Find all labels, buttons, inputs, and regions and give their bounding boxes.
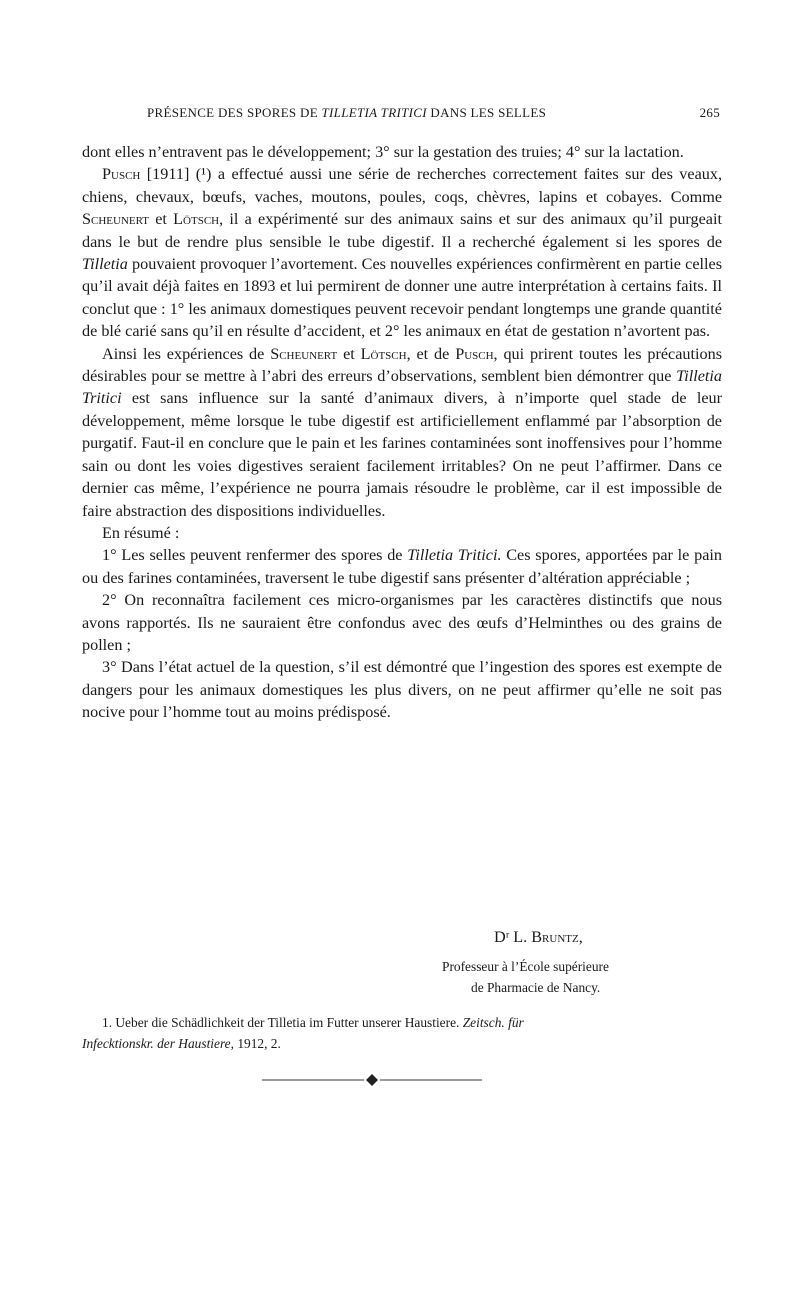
running-header bbox=[82, 105, 722, 125]
paragraph-3-text-c: , et de bbox=[406, 344, 456, 363]
footnote-text-a: 1. Ueber die Schädlichkeit der Tilletia im Futter unserer Haustiere. bbox=[102, 1015, 463, 1030]
paragraph-2-text-a: [1911] (¹) a effectué aussi une série de recherches correctement faites sur des veaux, chiens, chevaux, bœufs, vaches, moutons, poules, coqs, chèvres, lapins et cobayes. Comme bbox=[82, 165, 722, 206]
species-name: Tilletia Tritici bbox=[82, 367, 722, 408]
author-scheunert: Scheunert bbox=[270, 344, 338, 363]
footnote bbox=[82, 1012, 722, 1054]
running-title bbox=[147, 105, 546, 121]
page-number: 265 bbox=[699, 105, 720, 120]
paragraph-2-text-b: et bbox=[149, 210, 174, 229]
paragraph-3 bbox=[82, 343, 722, 522]
paragraph-2-text-d: pouvaient provoquer l’avortement. Ces nouvelles expériences confirmèrent en partie celles qu’il avait déjà faites en 1893 et lui permirent de donner une autre interprétation à certains faits. Il conclut que : 1° les animaux domestiques peuvent recevoir pendant longtemps une grande quantité de blé carié sans qu’il en résulte d’accident, et 2° les animaux en état de gestation n’avortent pas. bbox=[82, 255, 722, 341]
paragraph-6: 2° On reconnaîtra facilement ces micro-organismes par les caractères distinctifs que nous avons rapportés. Ils ne sauraient être confondus avec des œufs d’Helminthes ou des grains de pollen ; bbox=[82, 591, 722, 654]
footnote-line-2 bbox=[82, 1033, 722, 1054]
paragraph-3-text-b: et bbox=[337, 344, 361, 363]
author-signature bbox=[494, 928, 583, 947]
author-title-line-1: Professeur à l’École supérieure bbox=[442, 959, 609, 974]
paragraph-5 bbox=[82, 544, 722, 589]
paragraph-3-text-a: Ainsi les expériences de bbox=[102, 344, 271, 363]
author-title-line-2: de Pharmacie de Nancy. bbox=[471, 980, 601, 995]
signature-prefix: Dʳ L. bbox=[494, 928, 532, 946]
paragraph-3-text-d: , qui prirent toutes les précautions désirables pour se mettre à l’abri des erreurs d’observations, semblent bien démontrer que bbox=[82, 344, 723, 386]
paragraph-4: En résumé : bbox=[102, 523, 180, 542]
footnote-text-b: , 1912, 2. bbox=[230, 1036, 281, 1051]
paragraph-2-text-c: , il a expérimenté sur des animaux sains et sur des animaux qu’il purgeait dans le but de rendre plus sensible le tube digestif. Il a recherché également si les spores de bbox=[82, 210, 722, 251]
paragraph-3-text-e: est sans influence sur la santé d’animaux divers, à n’importe quel stade de leur développement, même lorsque le tube digestif est artificiellement enflammé par l’absorption de purgatif. Faut-il en conclure que le pain et les farines contaminées sont inoffensives pour l’homme sain ou dont les voies digestives seraient facilement irritables? On ne peut l’affirmer. Dans ce dernier cas même, l’expérience ne pourra jamais résoudre le problème, car il est impossible de faire abstraction des dispositions individuelles. bbox=[82, 389, 722, 520]
running-title-italic: TILLETIA TRITICI bbox=[321, 105, 427, 120]
paragraph-2 bbox=[82, 163, 722, 342]
signature-suffix: , bbox=[578, 928, 583, 946]
running-title-start: PRÉSENCE DES SPORES DE bbox=[147, 105, 322, 120]
footnote-journal-a: Zeitsch. für bbox=[462, 1015, 524, 1030]
author-lotsch: Lötsch bbox=[360, 344, 407, 363]
author-pusch: Pusch bbox=[455, 344, 494, 363]
paragraph-7: 3° Dans l’état actuel de la question, s’il est démontré que l’ingestion des spores est exempte de dangers pour les animaux domestiques les plus divers, on ne peut affirmer qu’elle ne soit pas nocive pour l’homme tout au moins prédisposé. bbox=[82, 658, 722, 722]
article-body bbox=[82, 141, 722, 724]
paragraph-5-text-b: Ces spores, apportées par le pain ou des farines contaminées, traversent le tube digestif sans présenter d’altération appréciable ; bbox=[82, 546, 722, 587]
species-name: Tilletia Tritici. bbox=[407, 546, 502, 565]
footnote-line-1 bbox=[82, 1012, 722, 1033]
end-ornament bbox=[262, 1073, 482, 1087]
paragraph-5-text-a: 1° Les selles peuvent renfermer des spores de bbox=[102, 546, 408, 565]
species-name: Tilletia bbox=[82, 255, 128, 274]
author-scheunert: Scheunert bbox=[82, 210, 150, 229]
diamond-icon bbox=[366, 1074, 378, 1086]
footnote-journal-b: Infecktionskr. der Haustiere bbox=[82, 1036, 231, 1051]
signature-surname: Bruntz bbox=[531, 928, 579, 946]
author-pusch: Pusch bbox=[102, 165, 141, 184]
running-title-end: DANS LES SELLES bbox=[426, 105, 547, 120]
author-lotsch: Lötsch bbox=[173, 210, 220, 229]
paragraph-1: dont elles n’entravent pas le développement; 3° sur la gestation des truies; 4° sur la lactation. bbox=[82, 143, 684, 161]
